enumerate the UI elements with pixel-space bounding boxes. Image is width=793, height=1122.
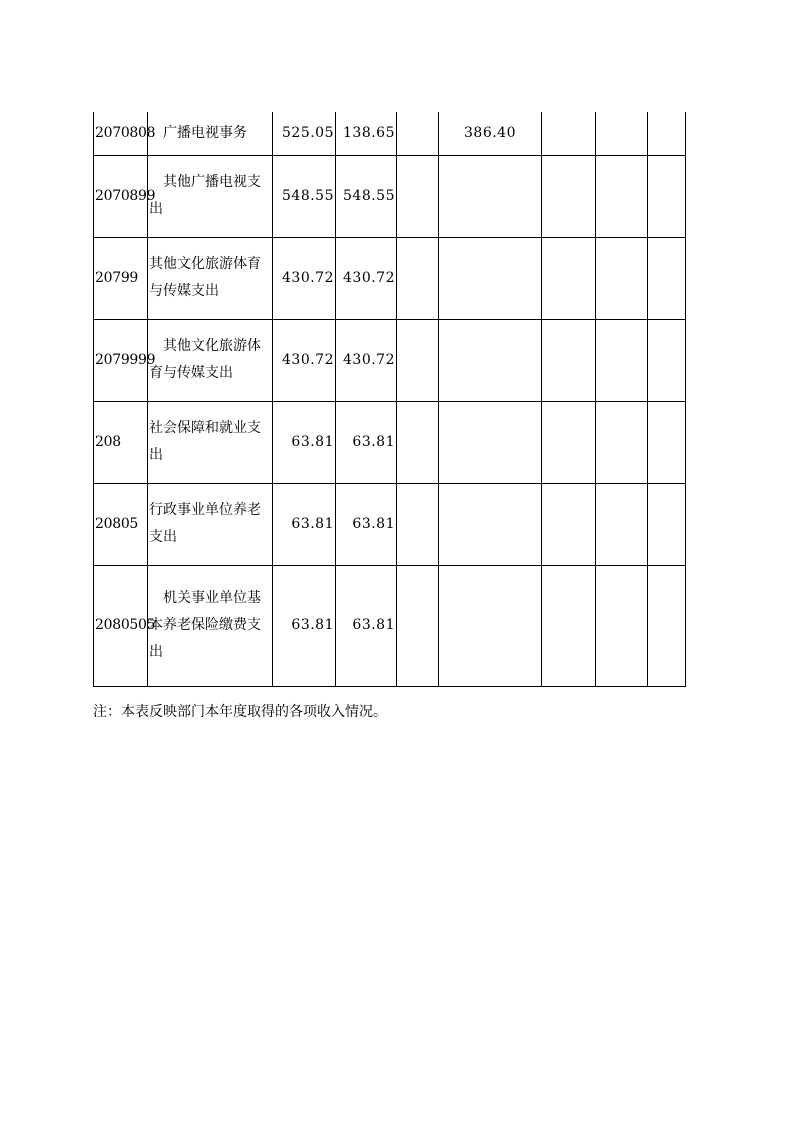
amount-cell-c7 [542,155,596,237]
amount-cell-c7 [542,401,596,483]
amount-cell-c3: 430.72 [273,237,336,319]
subject-name-text: 其他文化旅游体育与传媒支出 [149,338,261,381]
amount-cell-c3: 63.81 [273,483,336,565]
table-row [94,483,686,565]
amount-cell-c3: 430.72 [273,319,336,401]
table-row [94,565,686,686]
subject-name-text: 社会保障和就业支出 [149,420,261,463]
amount-cell-c9 [648,155,686,237]
subject-name-text: 机关事业单位基本养老保险缴费支出 [149,590,261,660]
amount-cell-c5 [397,237,439,319]
subject-name-cell [148,401,273,483]
amount-cell-c5 [397,155,439,237]
amount-cell-c6 [439,565,542,686]
subject-name-cell [148,112,273,155]
subject-code-cell: 20799 [94,237,148,319]
amount-cell-c7 [542,483,596,565]
subject-code-cell: 2080505 [94,565,148,686]
table-body [94,112,686,686]
amount-cell-c3: 63.81 [273,401,336,483]
amount-cell-c9 [648,483,686,565]
amount-cell-c8 [596,401,648,483]
amount-cell-c8 [596,155,648,237]
amount-cell-c6 [439,155,542,237]
amount-cell-c6: 386.40 [439,112,542,155]
subject-code-cell: 2070899 [94,155,148,237]
amount-cell-c9 [648,112,686,155]
amount-cell-c7 [542,112,596,155]
subject-code-cell: 2070808 [94,112,148,155]
amount-cell-c5 [397,112,439,155]
amount-cell-c4: 63.81 [336,401,397,483]
amount-cell-c7 [542,565,596,686]
subject-code-cell: 20805 [94,483,148,565]
amount-cell-c6 [439,319,542,401]
amount-cell-c6 [439,237,542,319]
subject-name-text: 其他文化旅游体育与传媒支出 [149,256,261,299]
amount-cell-c3: 525.05 [273,112,336,155]
subject-name-text: 其他广播电视支出 [149,174,261,217]
amount-cell-c4: 138.65 [336,112,397,155]
amount-cell-c9 [648,237,686,319]
amount-cell-c4: 430.72 [336,319,397,401]
amount-cell-c4: 430.72 [336,237,397,319]
amount-cell-c5 [397,319,439,401]
amount-cell-c9 [648,401,686,483]
amount-cell-c8 [596,237,648,319]
table-row [94,112,686,155]
amount-cell-c8 [596,112,648,155]
subject-name-cell [148,565,273,686]
table-row [94,155,686,237]
amount-cell-c5 [397,401,439,483]
subject-name-cell [148,155,273,237]
amount-cell-c9 [648,565,686,686]
subject-code-cell: 2079999 [94,319,148,401]
table-row [94,319,686,401]
amount-cell-c6 [439,401,542,483]
amount-cell-c6 [439,483,542,565]
amount-cell-c4: 63.81 [336,565,397,686]
amount-cell-c8 [596,483,648,565]
amount-cell-c8 [596,319,648,401]
amount-cell-c8 [596,565,648,686]
subject-name-text: 行政事业单位养老支出 [149,502,261,545]
amount-cell-c3: 548.55 [273,155,336,237]
table-row [94,237,686,319]
amount-cell-c9 [648,319,686,401]
amount-cell-c4: 548.55 [336,155,397,237]
table-note: 注：本表反映部门本年度取得的各项收入情况。 [93,704,387,720]
amount-cell-c7 [542,319,596,401]
subject-name-cell [148,483,273,565]
amount-cell-c7 [542,237,596,319]
amount-cell-c3: 63.81 [273,565,336,686]
subject-code-cell: 208 [94,401,148,483]
amount-cell-c5 [397,565,439,686]
subject-name-cell [148,319,273,401]
subject-name-text: 广播电视事务 [163,124,247,141]
amount-cell-c4: 63.81 [336,483,397,565]
budget-table [93,112,686,687]
amount-cell-c5 [397,483,439,565]
table-row [94,401,686,483]
subject-name-cell [148,237,273,319]
